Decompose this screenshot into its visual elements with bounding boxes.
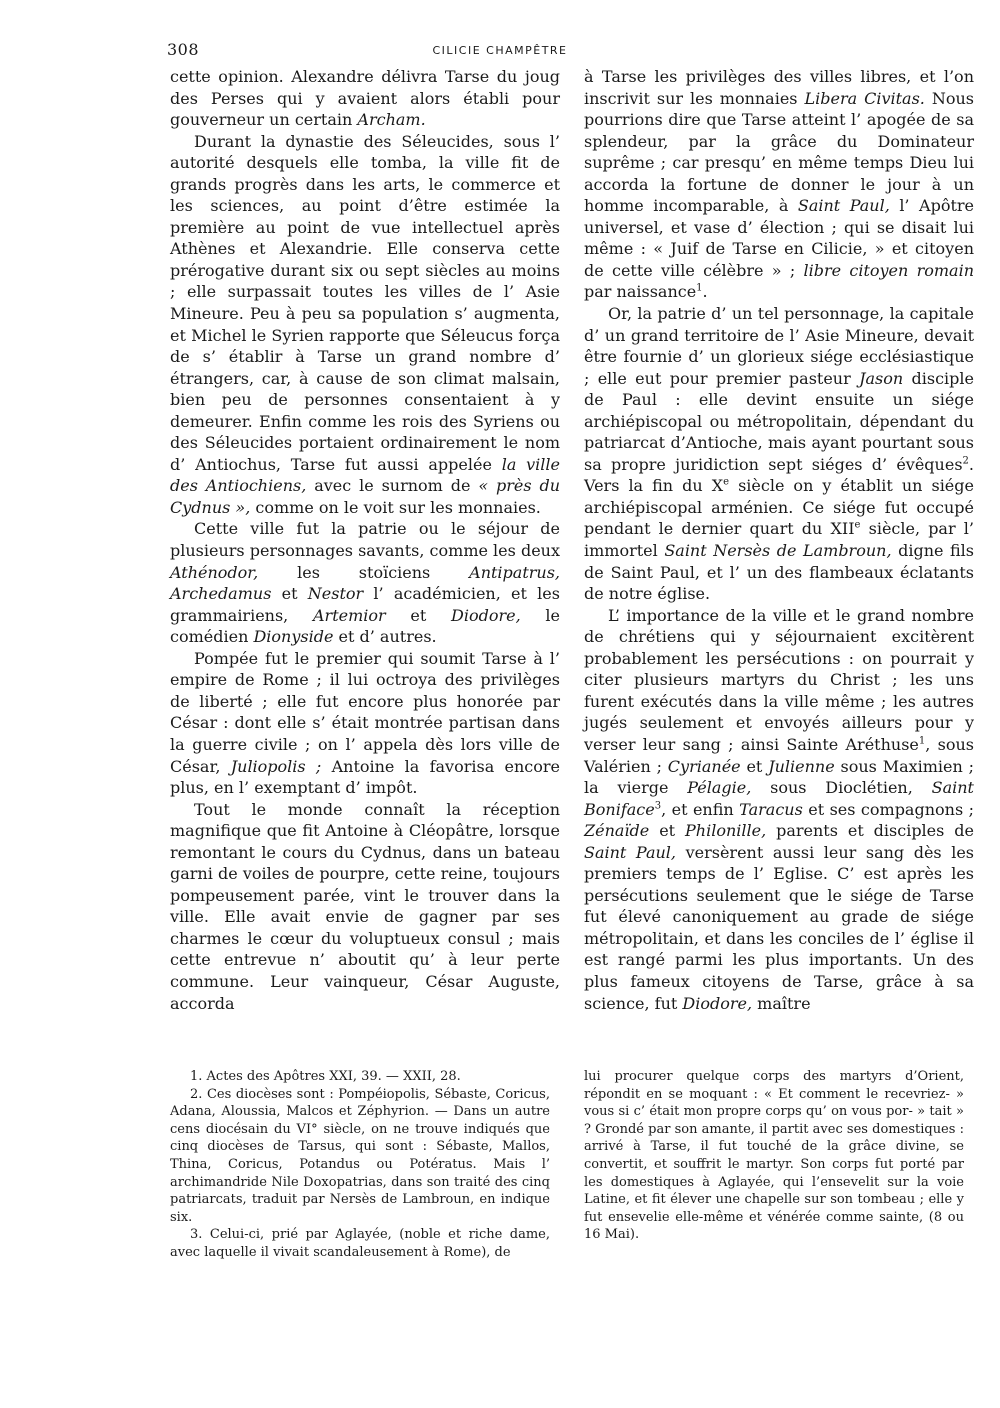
paragraph: Tout le monde connaît la réception magnifique que fit Antoine à Cléopâtre, lorsque remontant le cours du Cydnus, dans un bateau garni de voiles de pourpre, cette reine, toujours pompeusement parée, vint le trouver dans la ville. Elle avait envie de gagner par ses charmes le cœur du voluptueux consul ; mais cette entrevue n’ aboutit qu’ à leur perte commune. Leur vainqueur, César Auguste, accorda [170,799,560,1013]
footnote-ref: 1 [918,735,926,747]
right-column [584,66,974,1014]
footnotes-left [170,1068,550,1262]
page-number: 308 [167,40,200,59]
paragraph: Pompée fut le premier qui soumit Tarse à l’ empire de Rome ; il lui octroya des privilèges de liberté ; elle fut encore plus honorée par César : dont elle s’ était montrée partisan dans la guerre civile ; on l’ appela dès lors ville de César, Juliopolis ; Antoine la favorisa encore plus, en l’ exemptant d’ impôt. [170,648,560,798]
paragraph: cette opinion. Alexandre délivra Tarse du joug des Perses qui y avaient alors établi pour gouverneur un certain Archam. [170,67,560,130]
footnote: 2. Ces diocèses sont : Pompéiopolis, Sébaste, Coricus, Adana, Aloussia, Malcos et Zéphyrion. — Dans un autre cens diocésain du VI° siècle, on ne trouve indiqués que cinq diocèses de Tarsus, qui sont : Sébaste, Mallos, Thina, Coricus, Potandus ou Potératus. Mais l’ archimandride Nile Doxopatrias, dans son traité des cinq patriarcats, traduit par Nersès de Lambroun, en indique six. [170,1086,550,1225]
paragraph: Cette ville fut la patrie ou le séjour de plusieurs personnages savants, comme les deux Athénodor, les stoïciens Antipatrus, Archedamus et Nestor l’ académicien, et les grammairiens, Artemior et Diodore, le comédien Dionyside et d’ autres. [170,519,561,647]
footnote-continuation: lui procurer quelque corps des martyrs d’Orient, répondit en se moquant : « Et comment le recevriez- » vous si c’ était mon propre corps qu’ on vous por- » tait » ? Grondé par son amante, il partit avec ses domestiques : arrivé à Tarse, il fut touché de la grâce divine, se convertit, et souffrit le martyr. Son corps fut porté par les domestiques à Aglayée, qui l’ensevelit sur la voie Latine, et fit élever une chapelle sur son tombeau ; elle y fut ensevelie elle-même et vénérée comme sainte, (8 ou 16 Mai). [584,1069,964,1243]
paragraph: L’ importance de la ville et le grand nombre de chrétiens qui y séjournaient excitèrent probablement les persécutions : on pourrait y citer plusieurs martyrs du Christ ; les uns furent exécutés dans la ville même ; les autres jugés seulement et envoyés ailleurs pour y verser leur sang ; ainsi Sainte Aréthuse$^1$, sous Valérien ; Cyrianée et Julienne sous Maximien ; la vierge Pélagie, sous Dioclétien, Saint Boniface$^3$, et enfin Taracus et ses compagnons ; Zénaïde et Philonille, parents et disciples de Saint Paul, versèrent aussi leur sang dès les premiers temps de l’ Eglise. C’ est après les persécutions seulement que le siége de Tarse fut élevé canoniquement au grade de siége métropolitain, et dans les conciles de l’ église il est rangé parmi les plus importants. Un des plus fameux citoyens de Tarse, grâce à sa science, fut Diodore, maître [584,605,975,1013]
left-column [170,66,560,1014]
footnotes-right [584,1068,964,1244]
footnote: 3. Celui-ci, prié par Aglayée, (noble et riche dame, avec laquelle il vivait scandaleusement à Rome), de [170,1227,550,1260]
footnote: 1. Actes des Apôtres XXI, 39. — XXII, 28. [190,1069,461,1084]
paragraph: Durant la dynastie des Séleucides, sous l’ autorité desquels elle tomba, la ville fit de grands progrès dans les arts, le commerce et les sciences, au point d’être estimée la première au point de vue intellectuel après Athènes et Alexandrie. Elle conserva cette prérogative durant six ou sept siècles au moins ; elle surpassait toutes les villes de l’ Asie Mineure. Peu à peu sa population s’ augmenta, et Michel le Syrien rapporte que Séleucus força de s’ établir à Tarse un grand nombre d’ étrangers, car, à cause de son climat malsain, bien peu de personnes consentaient à y demeurer. Enfin comme les rois des Syriens ou des Séleucides portaient ordinairement le nom d’ Antiochus, Tarse fut aussi appelée la ville des Antiochiens, avec le surnom de « près du Cydnus », comme on le voit sur les monnaies. [170,131,561,517]
paragraph: à Tarse les privilèges des villes libres, et l’on inscrivit sur les monnaies Libera Civitas. Nous pourrions dire que Tarse atteint l’ apogée de sa splendeur, par la grâce du Dominateur suprême ; car presqu’ en même temps Dieu lui accorda la fortune de donner le jour à un homme incomparable, à Saint Paul, l’ Apôtre universel, et vase d’ élection ; qui se disait lui même : « Juif de Tarse en Cilicie, » et citoyen de cette ville célèbre » ; libre citoyen romain par naissance$^1$. [584,67,975,302]
paragraph: Or, la patrie d’ un tel personnage, la capitale d’ un grand territoire de l’ Asie Mineure, devait être fournie d’ un glorieux siége ecclésiastique ; elle eut pour premier pasteur Jason disciple de Paul : elle devint ensuite un siége archiépiscopal ou métropolitain, dépendant du patriarcat d’Antioche, mais ayant pourtant sous sa propre juridiction sept siéges d’ évêques$^2$. Vers la fin du Xe siècle on y établit un siége archiépiscopal arménien. Ce siége fut occupé pendant le dernier quart du XIIe siècle, par l’ immortel Saint Nersès de Lambroun, digne fils de Saint Paul, et l’ un des flambeaux éclatants de notre église. [584,304,975,604]
running-head: CILICIE CHAMPÊTRE [432,44,568,57]
footnote-ref: 3 [654,800,662,812]
footnote-ref: 2 [962,455,969,467]
footnote-ref: 1 [696,283,703,295]
